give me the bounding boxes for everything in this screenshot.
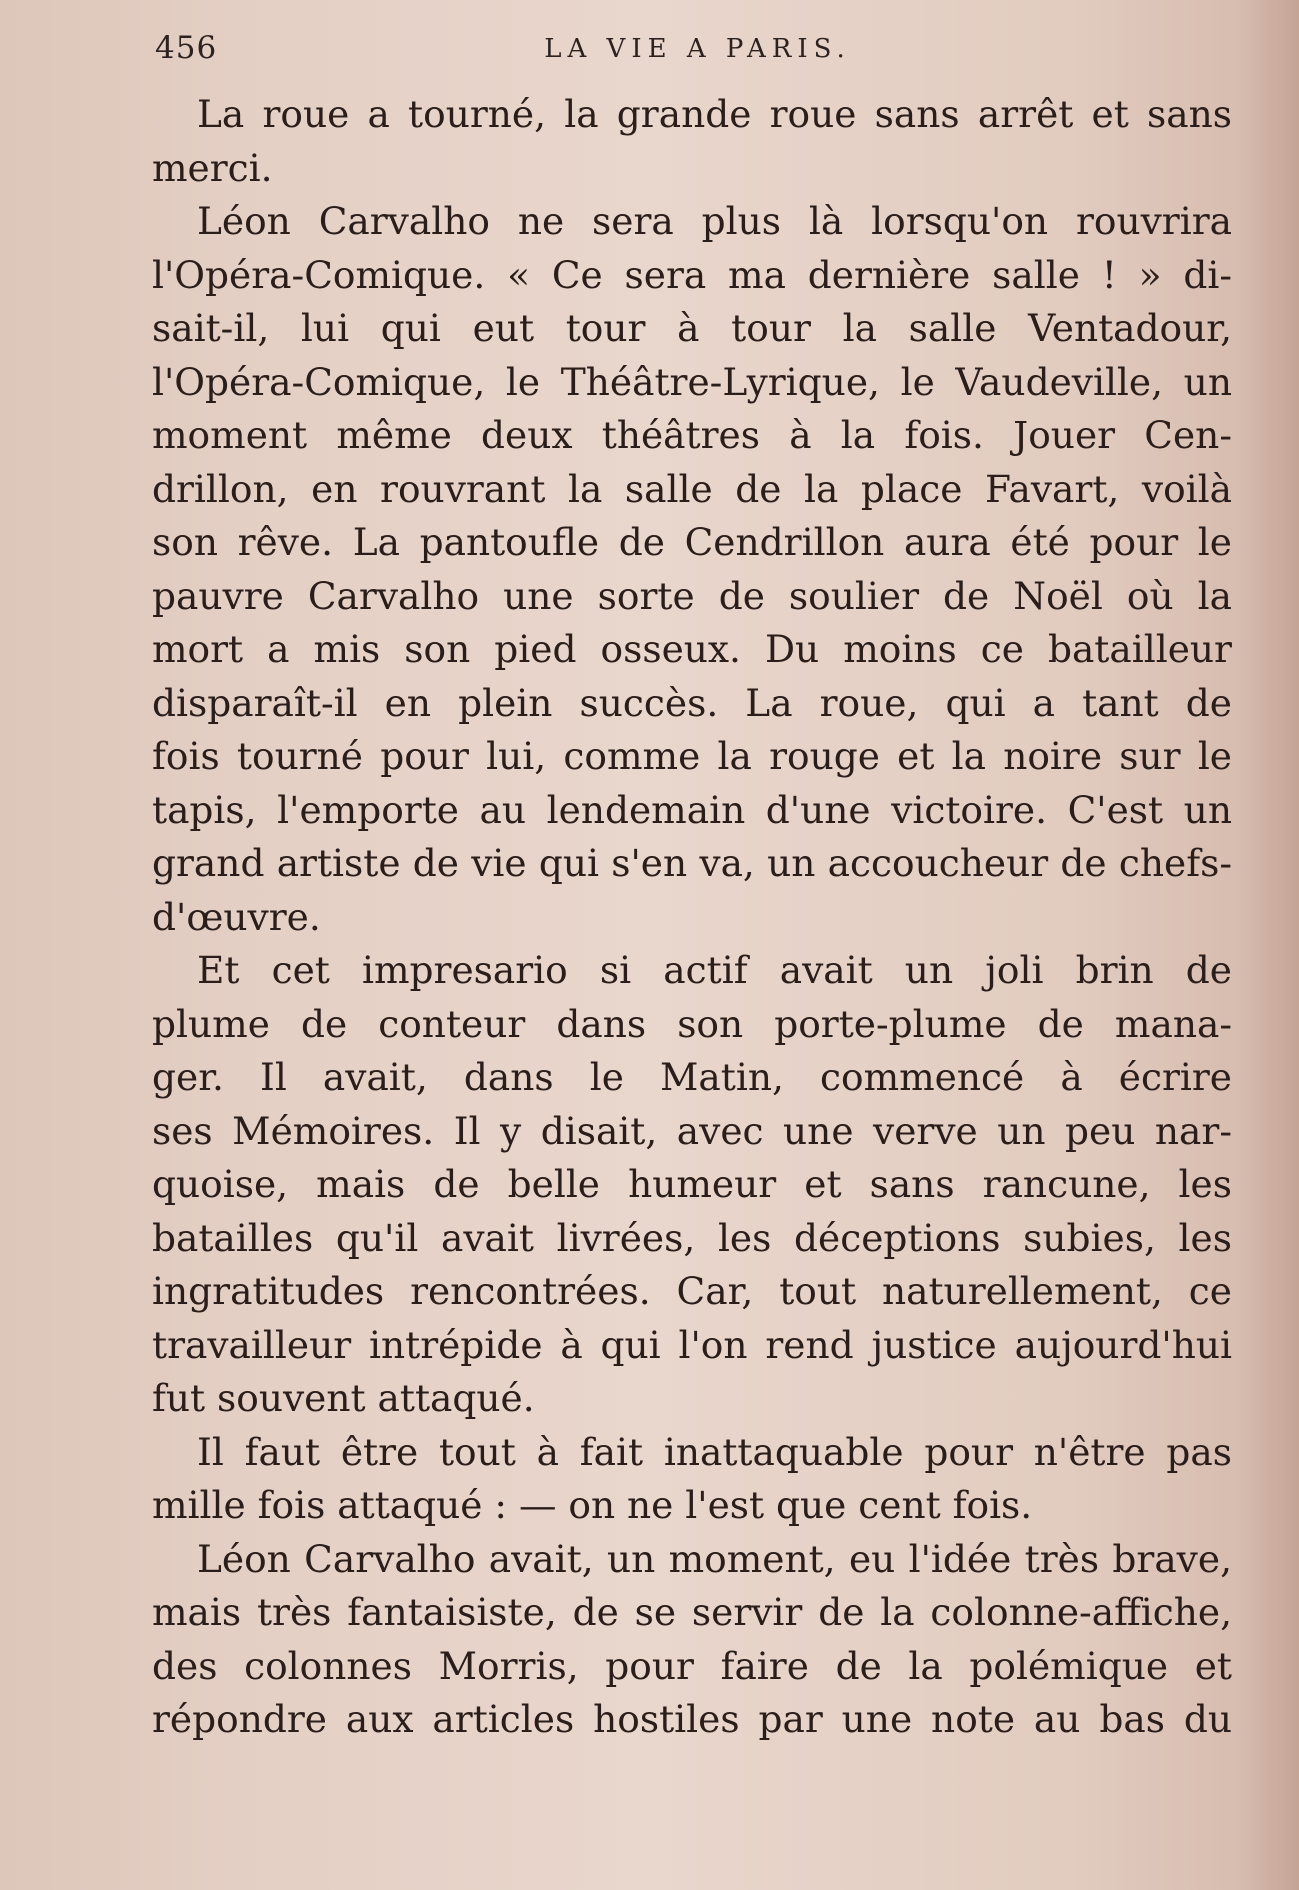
text-line: travailleur intrépide à qui l'on rend justice aujourd'hui (152, 1322, 1232, 1367)
text-line: répondre aux articles hostiles par une note au bas du (152, 1697, 1232, 1741)
text-line: La roue a tourné, la grande roue sans arrêt et sans (197, 92, 1232, 136)
text-line: batailles qu'il avait livrées, les déceptions subies, les (152, 1215, 1232, 1260)
text-line: quoise, mais de belle humeur et sans rancune, les (152, 1162, 1232, 1206)
running-head (155, 28, 1240, 68)
text-line: sait-il, lui qui eut tour à tour la salle Ventadour, (152, 306, 1232, 350)
body-text (152, 88, 1232, 1747)
text-line: moment même deux théâtres à la fois. Jouer Cen- (152, 413, 1232, 457)
text-line: mort a mis son pied osseux. Du moins ce batailleur (152, 627, 1232, 671)
text-line: mille fois attaqué : — on ne l'est que cent fois. (152, 1483, 1033, 1527)
text-line: d'œuvre. (152, 894, 321, 939)
text-line: fut souvent attaqué. (152, 1376, 535, 1420)
text-line: fois tourné pour lui, comme la rouge et la noire sur le (152, 734, 1232, 778)
text-line: tapis, l'emporte au lendemain d'une victoire. C'est un (152, 787, 1232, 832)
text-line: drillon, en rouvrant la salle de la place Favart, voilà (152, 466, 1232, 511)
text-line: Léon Carvalho avait, un moment, eu l'idée très brave, (197, 1536, 1232, 1581)
text-line: ingratitudes rencontrées. Car, tout naturellement, ce (152, 1269, 1232, 1313)
text-line: pauvre Carvalho une sorte de soulier de Noël où la (152, 573, 1232, 618)
running-title: LA VIE A PARIS. (544, 34, 851, 64)
text-line: Et cet impresario si actif avait un joli brin de (197, 948, 1232, 992)
text-line: ger. Il avait, dans le Matin, commencé à écrire (152, 1055, 1232, 1099)
text-line: merci. (152, 145, 273, 190)
text-line: mais très fantaisiste, de se servir de la colonne-affiche, (152, 1590, 1232, 1634)
text-line: grand artiste de vie qui s'en va, un accoucheur de chefs- (152, 841, 1232, 885)
text-line: Il faut être tout à fait inattaquable pour n'être pas (197, 1429, 1232, 1474)
text-line: Léon Carvalho ne sera plus là lorsqu'on rouvrira (197, 199, 1232, 243)
text-line: l'Opéra-Comique, le Théâtre-Lyrique, le Vaudeville, un (152, 359, 1232, 404)
text-line: l'Opéra-Comique. « Ce sera ma dernière salle ! » di- (152, 252, 1232, 297)
text-line: disparaît-il en plein succès. La roue, qui a tant de (152, 680, 1232, 725)
text-line: plume de conteur dans son porte-plume de mana- (152, 1001, 1232, 1046)
text-line: ses Mémoires. Il y disait, avec une verve un peu nar- (152, 1108, 1232, 1153)
text-line: des colonnes Morris, pour faire de la polémique et (152, 1643, 1232, 1688)
text-line: son rêve. La pantoufle de Cendrillon aura été pour le (152, 520, 1232, 564)
page-number: 456 (155, 30, 218, 66)
